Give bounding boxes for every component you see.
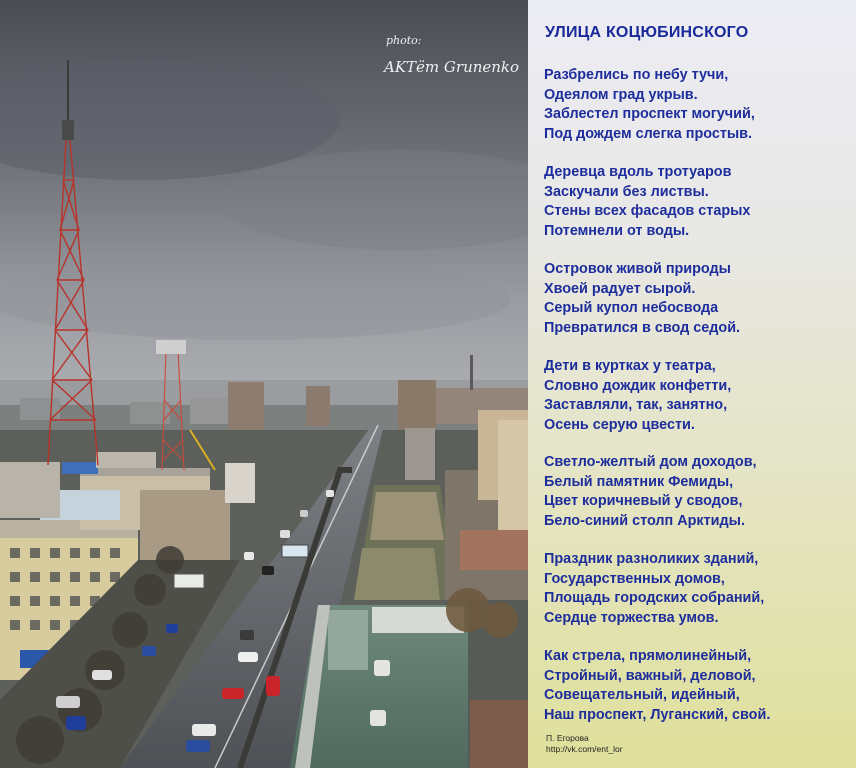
poem-line: Белый памятник Фемиды, xyxy=(544,473,734,490)
poem-author: П. Егорова xyxy=(546,733,589,743)
poem-panel xyxy=(528,0,856,768)
poem-signature xyxy=(546,733,623,755)
poem-line: Деревца вдоль тротуаров xyxy=(544,164,732,180)
stanza-5 xyxy=(544,453,849,531)
poem-line: Островок живой природы xyxy=(544,261,731,277)
poem-line: Совещательный, идейный, xyxy=(544,687,740,703)
poem-line: Потемнели от воды. xyxy=(544,222,690,239)
poem-line: Наш проспект, Луганский, свой. xyxy=(544,706,771,723)
poem-line: Заблестел проспект могучий, xyxy=(544,106,755,122)
poem-line: Словно дождик конфетти, xyxy=(544,377,732,394)
poem-line: Дети в куртках у театра, xyxy=(544,358,716,374)
poem-line: Светло-желтый дом доходов, xyxy=(544,454,757,470)
poem-line: Как стрела, прямолинейный, xyxy=(544,648,752,664)
photo-credit-label: photo: xyxy=(386,34,422,47)
stanza-2 xyxy=(544,163,849,241)
stanza-3 xyxy=(544,260,849,338)
poem-line: Площадь городских собраний, xyxy=(544,590,765,606)
poem-line: Превратился в свод седой. xyxy=(544,319,741,336)
poem-line: Хвоей радует сырой. xyxy=(544,280,696,297)
stanza-7 xyxy=(544,647,849,725)
poem-line: Под дождем слегка простыв. xyxy=(544,125,753,142)
poem-line: Серый купол небосвода xyxy=(544,300,719,316)
poem-line: Бело-синий столп Арктиды. xyxy=(544,512,745,529)
poem-line: Праздник разноликих зданий, xyxy=(544,551,759,567)
poem-line: Стройный, важный, деловой, xyxy=(544,667,756,684)
stanza-6 xyxy=(544,550,849,628)
poem-link[interactable]: http://vk.com/ent_lor xyxy=(546,744,623,754)
poem-line: Разбрелись по небу тучи, xyxy=(544,67,729,83)
poem-line: Осень серую цвести. xyxy=(544,416,695,433)
stanza-1 xyxy=(544,66,849,144)
poem-line: Сердце торжества умов. xyxy=(544,609,719,626)
poem-line: Стены всех фасадов старых xyxy=(544,203,751,219)
poem-line: Заскучали без листвы. xyxy=(544,183,709,200)
stanza-4 xyxy=(544,357,849,435)
poem-line: Заставляли, так, занятно, xyxy=(544,397,728,413)
poem-line: Государственных домов, xyxy=(544,570,725,587)
poem-line: Цвет коричневый у сводов, xyxy=(544,493,743,509)
poem-title: УЛИЦА КОЦЮБИНСКОГО xyxy=(545,24,749,41)
poem-line: Одеялом град укрыв. xyxy=(544,86,698,103)
photo-credit-name: AKTёт Grunenko xyxy=(384,58,520,76)
